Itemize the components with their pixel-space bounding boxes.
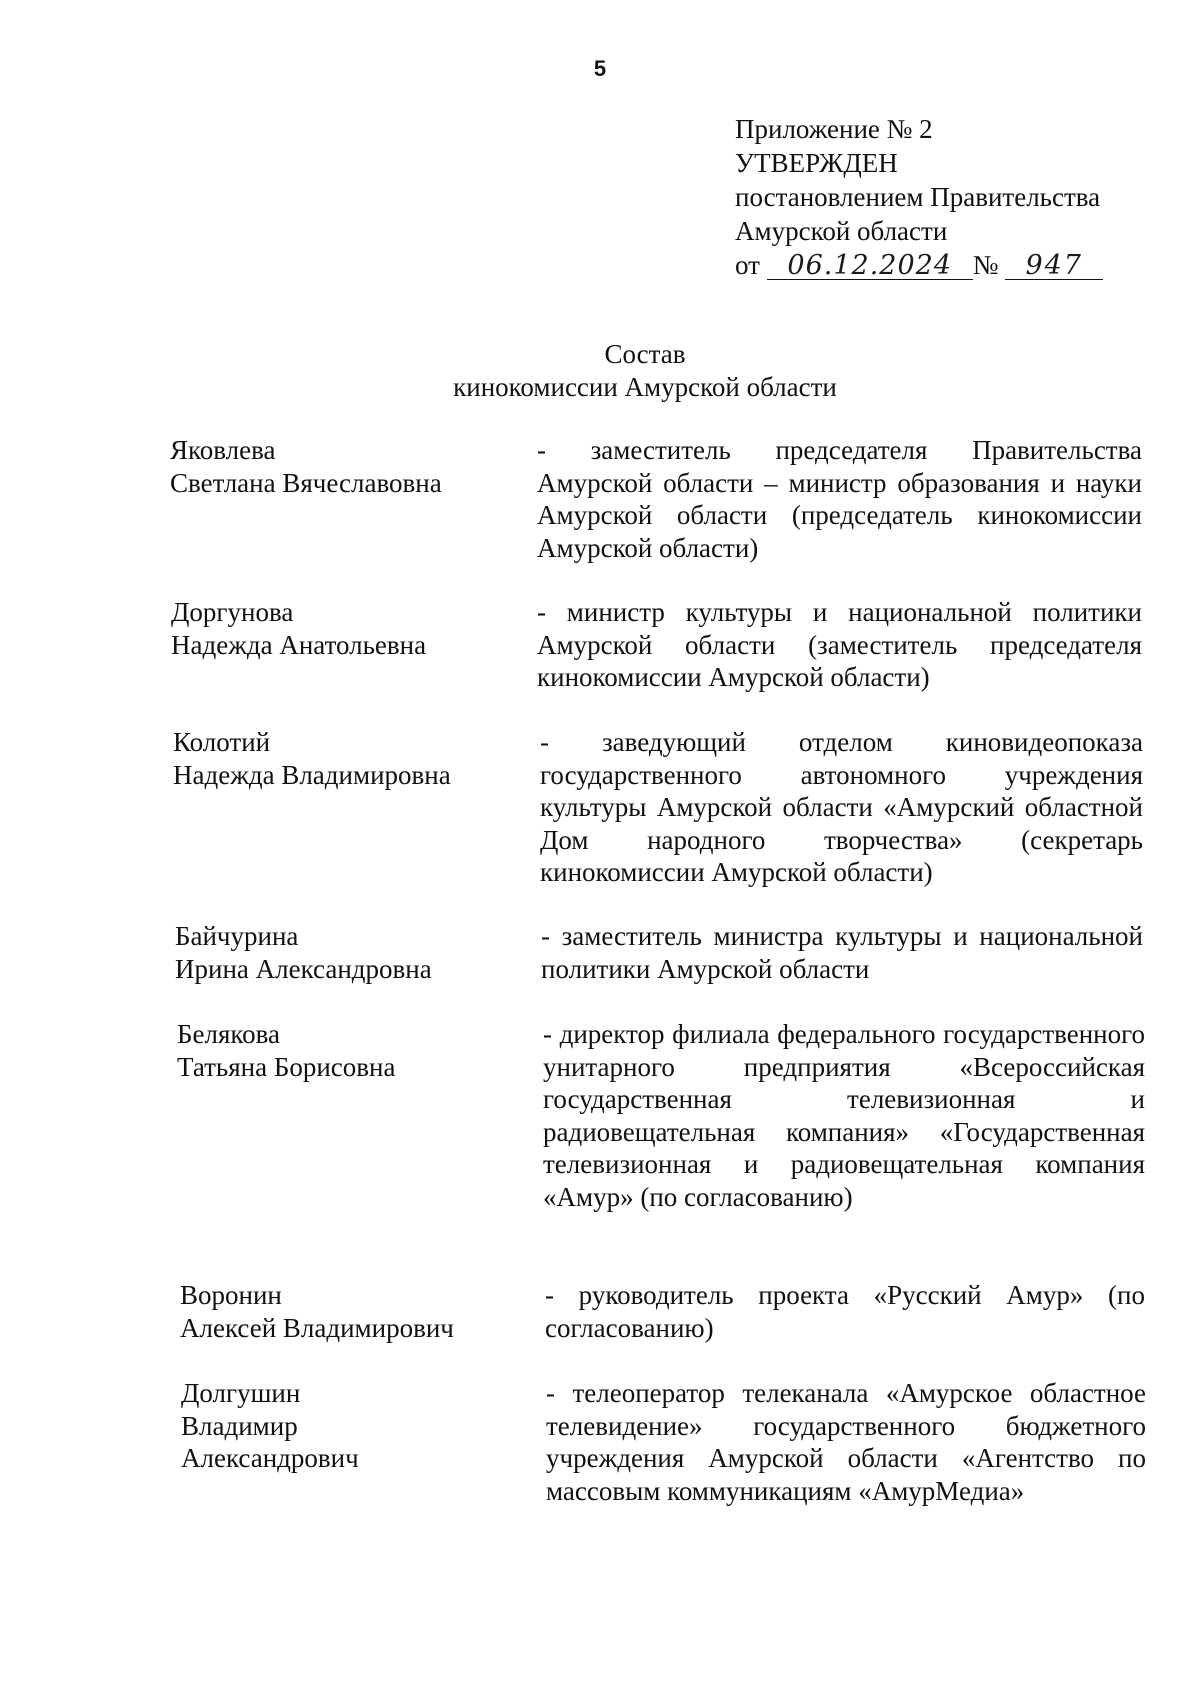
member-surname: Белякова	[177, 1019, 281, 1049]
member-surname: Долгушин	[181, 1378, 301, 1408]
member-given-names: Александрович	[181, 1443, 359, 1473]
member-name	[173, 726, 451, 791]
region-label: Амурской области	[735, 216, 948, 246]
resolution-date-line	[735, 248, 1103, 282]
member-role: - заведующий отделом киновидеопоказа государственного автономного учреждения культуры Амурской области «Амурский областной Дом народного творчества» (секретарь кинокомиссии Амурской области)	[540, 727, 1143, 887]
member-name	[181, 1377, 359, 1475]
number-label: №	[972, 250, 999, 280]
approval-block	[735, 112, 1103, 282]
handwritten-number: 947	[1005, 253, 1103, 280]
member-role: - директор филиала федерального государственного унитарного предприятия «Всероссийская государственная телевизионная и радиовещательная компания» «Государственная телевизионная и радиовещательная компания «Амур» (по согласованию)	[543, 1019, 1145, 1212]
member-name	[177, 1018, 395, 1083]
member-given-names: Светлана Вячеславовна	[170, 467, 442, 498]
member-role: - заместитель министра культуры и национальной политики Амурской области	[541, 921, 1143, 984]
member-role: - министр культуры и национальной политики Амурской области (заместитель председателя кинокомиссии Амурской области)	[537, 597, 1142, 692]
member-given-names: Ирина Александровна	[175, 953, 432, 984]
member-surname: Воронин	[180, 1280, 282, 1310]
member-role: - телеоператор телеканала «Амурское областное телевидение» государственного бюджетного учреждения Амурской области «Агентство по массовым коммуникациям «АмурМедиа»	[546, 1378, 1146, 1506]
member-name	[175, 920, 432, 985]
member-name	[180, 1279, 454, 1344]
member-name	[171, 596, 426, 661]
member-surname: Доргунова	[171, 597, 294, 627]
resolution-label: постановлением Правительства	[735, 182, 1101, 212]
page-number: 5	[593, 56, 607, 81]
member-role: - заместитель председателя Правительства Амурской области – министр образования и науки Амурской области (председатель кинокомиссии Амурской области)	[537, 435, 1142, 563]
handwritten-date: 06.12.2024	[767, 253, 973, 280]
member-given-names: Надежда Анатольевна	[171, 629, 427, 660]
member-given-names: Алексей Владимирович	[180, 1312, 454, 1343]
member-given-names: Татьяна Борисовна	[177, 1051, 396, 1082]
member-surname: Яковлева	[170, 435, 276, 465]
member-surname: Байчурина	[175, 921, 299, 951]
member-given-names: Надежда Владимировна	[173, 759, 451, 790]
member-name	[170, 434, 442, 499]
member-role: - руководитель проекта «Русский Амур» (по согласованию)	[545, 1280, 1145, 1343]
member-surname: Колотий	[173, 727, 271, 757]
approved-label: УТВЕРЖДЕН	[735, 148, 898, 178]
member-given-names: Владимир	[181, 1410, 298, 1441]
appendix-label: Приложение № 2	[735, 114, 933, 144]
from-label: от	[735, 250, 760, 280]
document-title: Состав	[604, 339, 686, 369]
document-subtitle: кинокомиссии Амурской области	[453, 372, 837, 402]
